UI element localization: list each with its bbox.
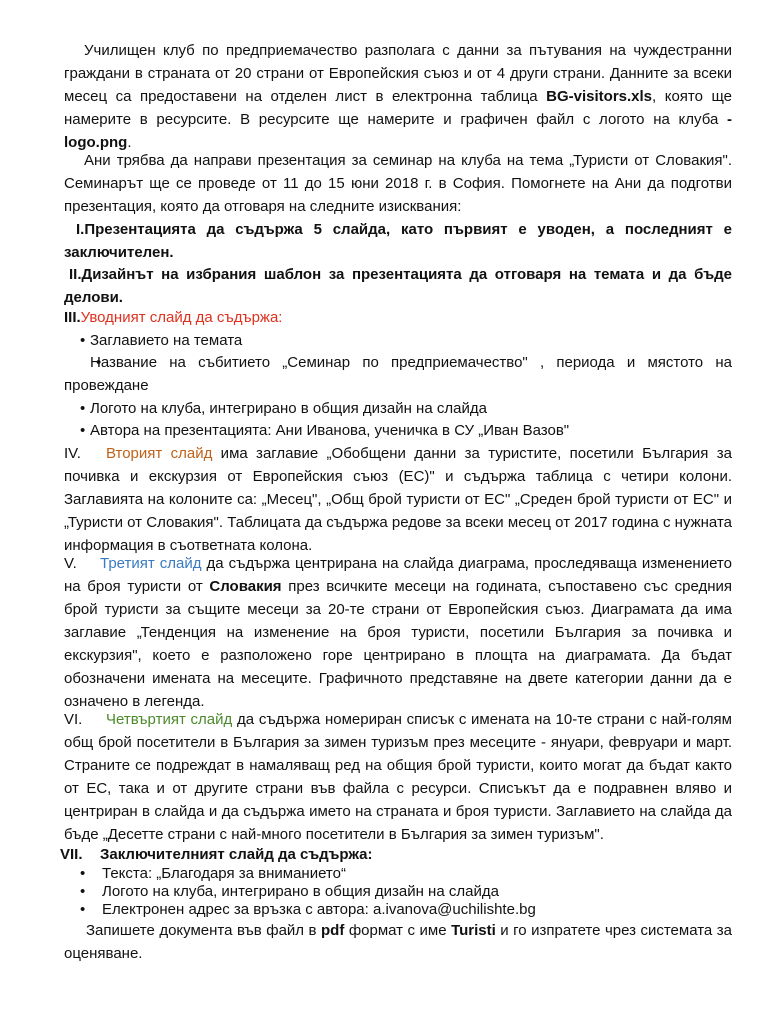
closing-text-c: и го изпратете чрез системата за оценяване. xyxy=(64,922,732,962)
intro-text-a: Училищен клуб по предприемачество разполага с данни за пътувания на чуждестранни граждани в страната от 20 страни от Европейския съюз и от 4 други страни. Данните за всеки месец са предоставени на отделен лист в електронна таблица xyxy=(64,42,732,105)
requirement-1: I.Презентацията да съдържа 5 слайда, като първият е уводен, а последният е заключителен. xyxy=(64,221,732,261)
requirement-4-number: IV. xyxy=(64,445,81,462)
second-slide-label: Вторият слайд xyxy=(106,445,213,462)
requirement-4 xyxy=(64,442,732,557)
requirement-6-text: да съдържа номериран списък с имената на 10-те страни с най-голям общ брой посетители в България за зимен туризъм през месеците - януари, февруари и март. Страните се подреждат в намаляващ ред на общия брой туристи, които могат да бъдат както от ЕС, така и от другите страни във файла с ресурси. Списъкът да е подравнен вляво и центриран в слайда и да съдържа името на страната и броя туристи. Заглавието на слайда да бъде „Десетте страни с най-много посетители в България за зимен туризъм". xyxy=(64,711,732,843)
requirement-5-text-a: да съдържа центрирана на слайда диаграма, проследяваща изменението на броя туристи от xyxy=(64,555,732,595)
closing-text-a: Запишете документа във файл в xyxy=(86,922,322,939)
intro-slide-item-3: • Логото на клуба, интегрирано в общия дизайн на слайда xyxy=(80,397,487,420)
final-slide-item-2: • Логото на клуба, интегрирано в общия дизайн на слайда xyxy=(80,880,499,903)
requirement-7-title: Заключителният слайд да съдържа: xyxy=(100,846,373,863)
requirement-5-text-b: през всичките месеци на годината, съпоставено със средния брой туристи за същите месеци за 20-те страни от Европейския съюз. Диаграмата да има заглавие „Тенденция на изменение на броя туристи, посетили България за почивка и екскурзия", което е разположено горе центрирано в площта на диаграмата. Да бъдат обозначени имената на месеците. Графичното представяне на двете категории данни да е означено в легенда. xyxy=(64,578,732,710)
intro-slide-item-1: • Заглавието на темата xyxy=(80,329,242,352)
requirement-6-number: VI. xyxy=(64,711,83,728)
intro-paragraph xyxy=(64,39,732,154)
bullet-icon xyxy=(80,354,90,371)
requirement-3-heading xyxy=(64,306,282,329)
closing-paragraph xyxy=(64,919,732,965)
requirement-2: II.Дизайнът на избрания шаблон за презентацията да отговаря на темата и да бъде делови. xyxy=(64,266,732,306)
intro-slide-item-2 xyxy=(64,351,732,397)
intro-text-c: . xyxy=(127,134,132,151)
fourth-slide-label: Четвъртият слайд xyxy=(106,711,233,728)
third-slide-label: Третият слайд xyxy=(100,555,202,572)
requirement-6 xyxy=(64,708,732,846)
logo-file-name: - logo.png xyxy=(64,111,732,151)
intro-slide-item-2-text: Название на събитието „Семинар по предприемачество" , периода и мястото на провеждане xyxy=(64,354,732,394)
file-name: Turisti xyxy=(451,922,496,939)
intro-slide-item-4: • Автора на презентацията: Ани Иванова, ученичка в СУ „Иван Вазов" xyxy=(80,419,569,442)
requirement-5-number: V. xyxy=(64,555,77,572)
requirement-4-text: има заглавие „Обобщени данни за туристите, посетили България за почивка и екскурзия от Европейския съюз (ЕС)" и съдържа таблица с четири колони. Заглавията на колоните са: „Месец", „Общ брой туристи от ЕС" „Среден брой туристи от ЕС" и „Туристи от Словакия". Таблицата да съдържа редове за всеки месец от 2017 година с нужната информация в съответната колона. xyxy=(64,445,732,554)
task-paragraph: Ани трябва да направи презентация за семинар на клуба на тема „Туристи от Словакия". Семинарът ще се проведе от 11 до 15 юни 2018 г. в София. Помогнете на Ани да подготви презентация, която да отговаря на следните изисквания: xyxy=(64,152,732,215)
file-format: pdf xyxy=(321,922,345,939)
intro-text-b: , която ще намерите в ресурсите. В ресурсите ще намерите и графичен файл с логото на клуба xyxy=(64,88,732,128)
final-slide-item-3: • Електронен адрес за връзка с автора: a.ivanova@uchilishte.bg xyxy=(80,898,536,921)
requirement-7-number: VII. xyxy=(60,846,83,863)
country-name: Словакия xyxy=(209,578,282,595)
requirement-3-title: Уводният слайд да съдържа: xyxy=(80,309,283,326)
resource-file-name: BG-visitors.xls xyxy=(546,88,653,105)
final-slide-item-1: • Текста: „Благодаря за вниманието“ xyxy=(80,862,346,885)
closing-text-b: формат с име xyxy=(344,922,452,939)
requirement-3-number: III. xyxy=(64,309,81,326)
requirement-5 xyxy=(64,552,732,713)
